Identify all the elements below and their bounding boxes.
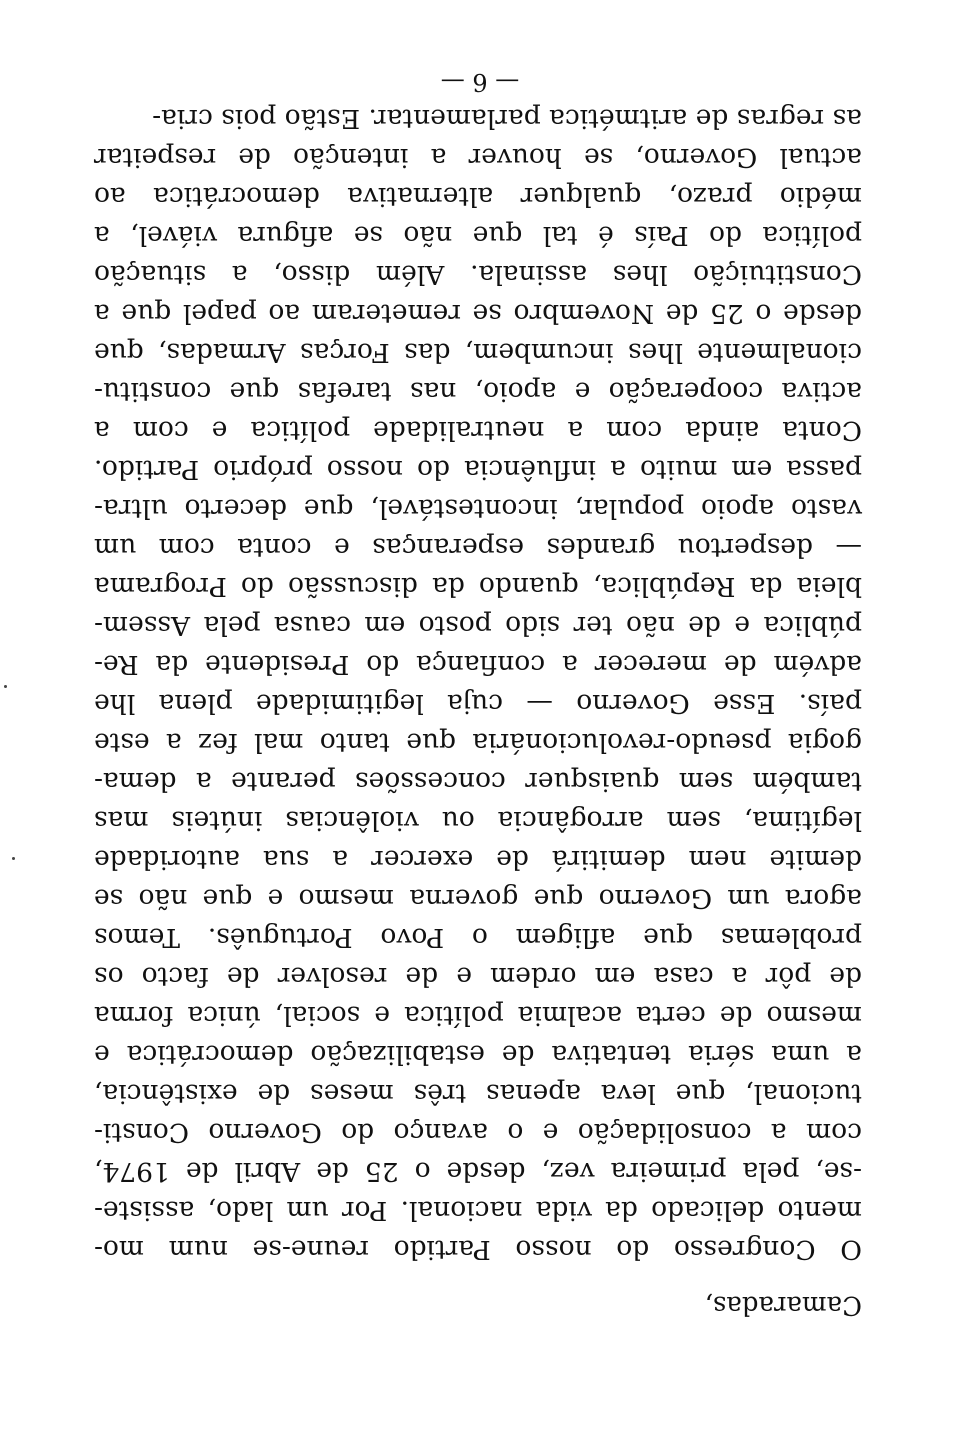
text-line: bleia da República, quando da discussão do Programa [94,571,862,602]
text-line: as regras de aritmética parlamentar. Estão pois cria- [152,103,862,134]
text-line: -se, pela primeira vez, desde o 25 de Abril de 1974, [94,1156,862,1187]
text-line: O Congresso do nosso Partido reune-se num mo- [94,1234,862,1265]
text-line: demite nem demitirá de exercer a sua autoridade [94,844,862,875]
text-line: desde o 25 de Novembro se remeteram ao papel que a [94,298,862,329]
text-line: pública e de não ter sido posto em causa pela Assem- [94,610,862,641]
text-line: médio prazo, qualquer alternativa democrática ao [94,181,862,212]
text-line: — despertou grandes esperanças e conta com um [94,532,862,563]
text-line: advém de merecer a confiança do Presidente da Re- [94,649,862,680]
scan-speck [4,685,7,688]
text-line: problemas que afligem o Povo Português. Temos [94,922,862,953]
text-line: tucional, que leva apenas três meses de existência, [94,1078,862,1109]
text-line: vasto apoio popular, incontestável, que decerto ultra- [94,493,862,524]
text-line: política do País é tal que não se afigura viável, a [94,220,862,251]
text-line: mesmo de certa acalmia política e social, única forma [94,1000,862,1031]
text-line: passa em muito a influência do nosso próprio Partido. [94,454,862,485]
text-line: Constituição lhes assinala. Além disso, a situação [94,259,862,290]
page-number: — 6 — [440,68,520,96]
text-line: mento delicado da vida nacional. Por um lado, assiste- [94,1195,862,1226]
text-line: a uma séria tentativa de estabilização democrática e [94,1039,862,1070]
text-line: de pôr a casa em ordem e de resolver de facto os [94,961,862,992]
salutation: Camaradas, [704,1290,862,1320]
text-line: gogia pseudo-revolucionária que tanto mal fez a este [94,727,862,758]
text-line: com a consolidação e o avanço do Governo Consti- [94,1117,862,1148]
text-line: também sem quaisquer concessões perante a dema- [94,766,862,797]
text-line: Conta ainda com a neutralidade política e com a [94,415,862,446]
text-line: país. Esse Governo — cuja legitimidade plena lhe [94,688,862,719]
text-line: legítima, sem arrogância ou violências inúteis mas [94,805,862,836]
text-line: actual Governo, se houver a intenção de respeitar [94,142,862,173]
text-line: agora um Governo que governa mesmo e que não se [94,883,862,914]
text-line: activa cooperação e apoio, nas tarefas que constitu- [94,376,862,407]
scan-speck [12,857,15,860]
text-line: cionalmente lhes incumbem, das Forças Armadas, que [94,337,862,368]
